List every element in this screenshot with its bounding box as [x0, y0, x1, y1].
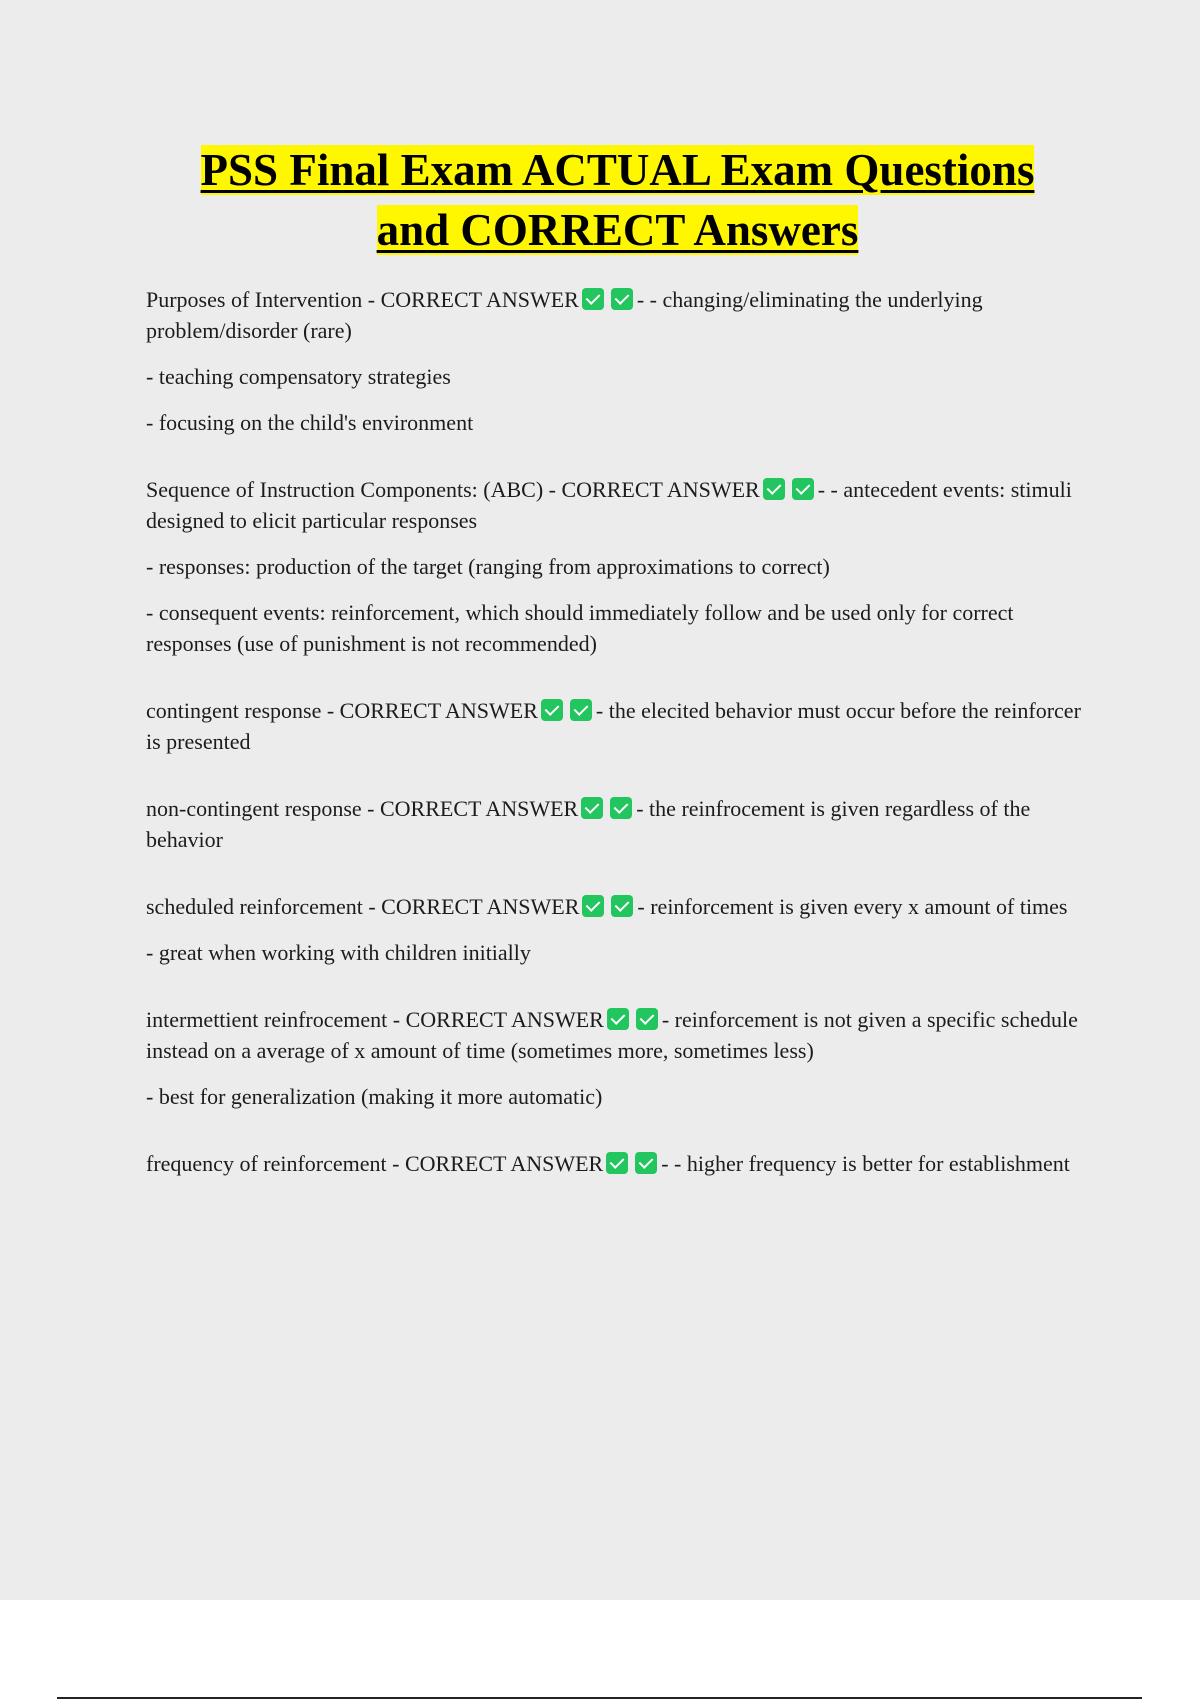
- qa-term: Sequence of Instruction Components: (ABC) - CORRECT ANSWER: [146, 477, 760, 502]
- qa-answer: - - changing/eliminating the underlying problem/disorder (rare): [146, 287, 983, 343]
- check-icon: [611, 895, 633, 917]
- check-icon: [636, 1008, 658, 1030]
- qa-answer-bullet: - best for generalization (making it more automatic): [146, 1084, 603, 1109]
- qa-question-line: [146, 474, 1091, 536]
- qa-answer: - - higher frequency is better for establishment: [661, 1151, 1070, 1176]
- qa-term: contingent response - CORRECT ANSWER: [146, 698, 538, 723]
- qa-entry: [146, 1004, 1091, 1112]
- qa-answer: - - antecedent events: stimuli designed to elicit particular responses: [146, 477, 1072, 533]
- qa-answer: - the elecited behavior must occur before the reinforcer is presented: [146, 698, 1081, 754]
- qa-term: intermettient reinfrocement - CORRECT ANSWER: [146, 1007, 604, 1032]
- check-icon: [570, 699, 592, 721]
- check-icon: [792, 478, 814, 500]
- check-icon: [611, 288, 633, 310]
- check-icon: [610, 797, 632, 819]
- qa-answer-bullet: - teaching compensatory strategies: [146, 364, 451, 389]
- qa-entry: [146, 284, 1091, 438]
- check-icon: [582, 895, 604, 917]
- document-title: [0, 140, 1200, 260]
- qa-entry: [146, 793, 1091, 855]
- check-icon: [582, 288, 604, 310]
- qa-answer-bullet: - responses: production of the target (ranging from approximations to correct): [146, 554, 830, 579]
- title-line-2: and CORRECT Answers: [376, 205, 859, 255]
- qa-list: [146, 284, 1091, 1194]
- qa-answer: - reinforcement is given every x amount of times: [637, 894, 1068, 919]
- title-line-1: PSS Final Exam ACTUAL Exam Questions: [200, 145, 1035, 195]
- qa-answer-bullet: - focusing on the child's environment: [146, 410, 474, 435]
- qa-question-line: [146, 695, 1091, 757]
- check-icon: [763, 478, 785, 500]
- check-icon: [541, 699, 563, 721]
- qa-entry: [146, 474, 1091, 659]
- check-icon: [607, 1008, 629, 1030]
- qa-term: frequency of reinforcement - CORRECT ANSWER: [146, 1151, 604, 1176]
- check-icon: [635, 1152, 657, 1174]
- qa-answer: - reinforcement is not given a specific schedule instead on a average of x amount of time (sometimes more, sometimes less): [146, 1007, 1078, 1063]
- qa-question-line: [146, 1004, 1091, 1066]
- qa-question-line: [146, 1148, 1091, 1179]
- qa-question-line: [146, 891, 1091, 922]
- qa-term: Purposes of Intervention - CORRECT ANSWER: [146, 287, 579, 312]
- qa-entry: [146, 695, 1091, 757]
- qa-term: non-contingent response - CORRECT ANSWER: [146, 796, 579, 821]
- qa-answer: - the reinfrocement is given regardless of the behavior: [146, 796, 1031, 852]
- qa-entry: [146, 891, 1091, 968]
- qa-question-line: [146, 284, 1091, 346]
- qa-answer-bullet: - great when working with children initially: [146, 940, 531, 965]
- qa-question-line: [146, 793, 1091, 855]
- qa-entry: [146, 1148, 1091, 1179]
- check-icon: [581, 797, 603, 819]
- footer-divider: [57, 1697, 1142, 1699]
- qa-term: scheduled reinforcement - CORRECT ANSWER: [146, 894, 580, 919]
- qa-answer-bullet: - consequent events: reinforcement, which should immediately follow and be used only for correct responses (use of punishment is not recommended): [146, 600, 1014, 656]
- check-icon: [606, 1152, 628, 1174]
